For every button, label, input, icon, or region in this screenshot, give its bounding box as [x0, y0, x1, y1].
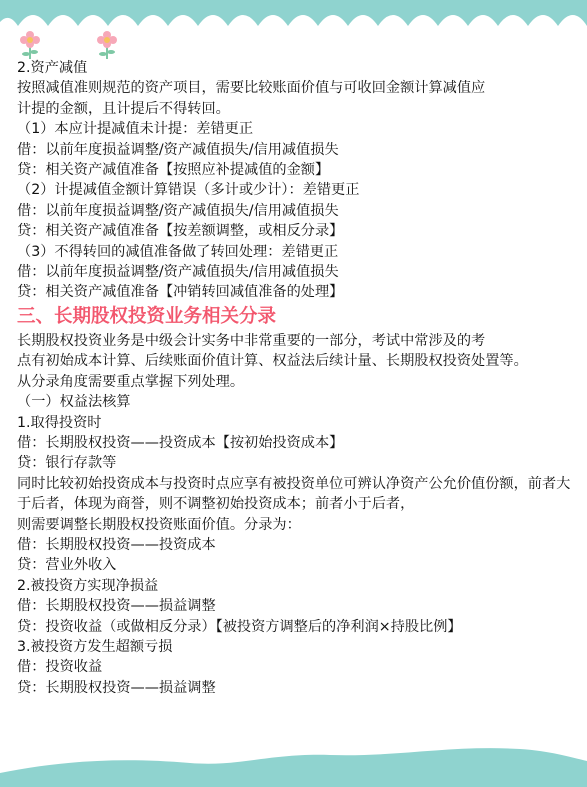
- subsection-title: 3.被投资方发生超额亏损: [17, 638, 173, 655]
- text-paragraph: 同时比较初始投资成本与投资时点应享有被投资单位可辨认净资产公允价值份额，前者大于后者，体现为商誉，则不调整初始投资成本；前者小于后者，: [17, 475, 571, 513]
- entry-line: 借：以前年度损益调整/资产减值损失/信用减值损失: [17, 264, 339, 281]
- entry-line: 贷：相关资产减值准备【按差额调整，或相反分录】: [17, 223, 344, 240]
- subsection-title: （一）权益法核算: [17, 394, 131, 411]
- entry-line: 借：投资收益: [17, 659, 103, 676]
- subsection-title: 1.取得投资时: [17, 414, 102, 431]
- entry-line: 贷：相关资产减值准备【按照应补提减值的金额】: [17, 162, 330, 179]
- entry-line: 贷：相关资产减值准备【冲销转回减值准备的处理】: [17, 284, 344, 301]
- text-line: 点有初始成本计算、后续账面价值计算、权益法后续计量、长期股权投资处置等。: [17, 353, 528, 370]
- top-wave-decoration: [0, 0, 587, 46]
- entry-line: 借：长期股权投资——投资成本: [17, 536, 216, 553]
- text-line: （3）不得转回的减值准备做了转回处理：差错更正: [17, 243, 339, 260]
- text-line: （1）本应计提减值未计提：差错更正: [17, 121, 254, 138]
- flower-icon: [94, 30, 120, 60]
- text-line: 则需要调整长期股权投资账面价值。分录为：: [17, 516, 301, 533]
- text-line: 计提的金额，且计提后不得转回。: [17, 100, 230, 117]
- text-line: 从分录角度需要重点掌握下列处理。: [17, 373, 245, 390]
- entry-line: 借：长期股权投资——投资成本【按初始投资成本】: [17, 434, 344, 451]
- entry-line: 借：以前年度损益调整/资产减值损失/信用减值损失: [17, 141, 339, 158]
- flower-icon: [17, 30, 43, 60]
- entry-line: 贷：营业外收入: [17, 557, 117, 574]
- entry-line: 贷：长期股权投资——损益调整: [17, 679, 216, 696]
- text-line: 长期股权投资业务是中级会计实务中非常重要的一部分，考试中常涉及的考: [17, 332, 486, 349]
- entry-line: 借：以前年度损益调整/资产减值损失/信用减值损失: [17, 202, 339, 219]
- entry-line: 借：长期股权投资——损益调整: [17, 598, 216, 615]
- subsection-title: 2.被投资方实现净损益: [17, 577, 159, 594]
- entry-line: 贷：投资收益（或做相反分录）【被投资方调整后的净利润×持股比例】: [17, 618, 462, 635]
- text-line: （2）计提减值金额计算错误（多计或少计）：差错更正: [17, 182, 360, 199]
- section-heading: 三、长期股权投资业务相关分录: [17, 305, 277, 327]
- entry-line: 贷：银行存款等: [17, 455, 117, 472]
- document-body: [17, 58, 572, 698]
- text-line: 按照减值准则规范的资产项目，需要比较账面价值与可收回金额计算减值应: [17, 80, 486, 97]
- bottom-wave-decoration: [0, 743, 587, 787]
- subsection-title: 2.资产减值: [17, 60, 88, 76]
